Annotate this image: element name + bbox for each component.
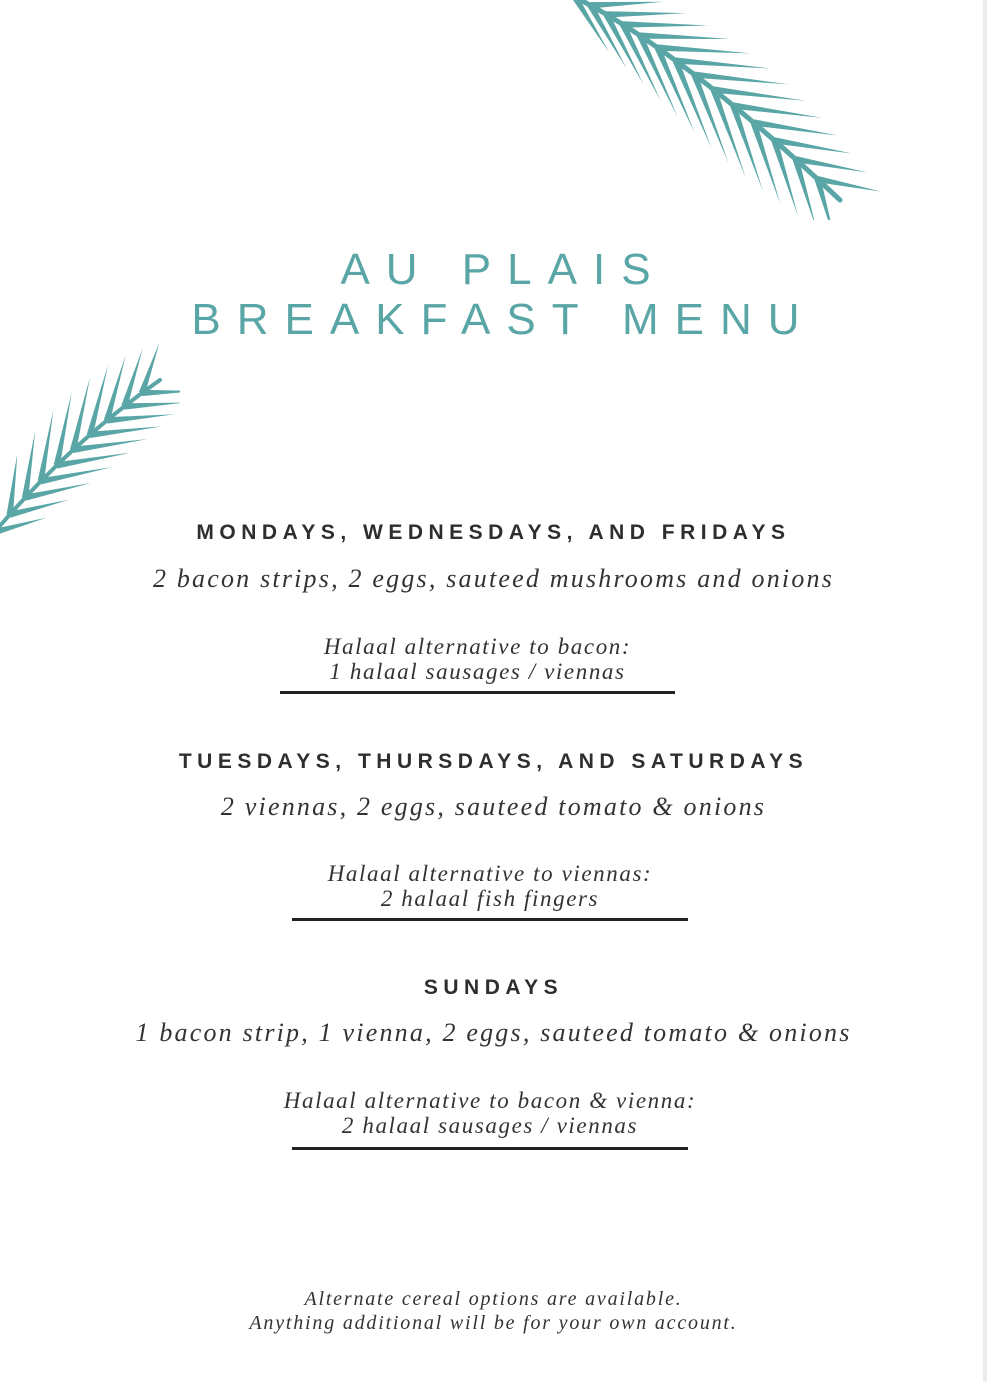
palm-leaflet: [87, 365, 108, 436]
palm-leaflet: [142, 390, 180, 396]
dish-description: 1 bacon strip, 1 vienna, 2 eggs, sauteed tomato & onions: [135, 1018, 852, 1047]
alternative-detail: 1 halaal sausages / viennas: [329, 659, 626, 684]
alternative-detail: 2 halaal fish fingers: [380, 886, 600, 911]
menu-section-mwf: [0, 522, 987, 543]
alternative-title: Halaal alternative to bacon & vienna:: [283, 1088, 697, 1113]
page-edge: [983, 0, 987, 1382]
palm-leaflet: [606, 11, 685, 17]
alternative-title: Halaal alternative to bacon:: [323, 634, 632, 659]
palm-leaflet: [675, 57, 770, 68]
footer-note: [0, 1287, 987, 1335]
palm-leaflet: [657, 44, 750, 53]
alternative-detail: 2 halaal sausages / viennas: [341, 1113, 639, 1138]
menu-dish-tts: [0, 794, 987, 820]
palm-leaflet: [623, 21, 708, 27]
palm-leaf-top-icon: [520, 0, 900, 220]
alternative-title: Halaal alternative to viennas:: [327, 861, 653, 886]
footer-line-2: Anything additional will be for your own account.: [249, 1312, 738, 1334]
palm-leaflet: [9, 500, 69, 518]
page-title-line-1: AU PLAIS: [340, 245, 667, 294]
halaal-alternative-tts: [292, 861, 688, 911]
section-heading: MONDAYS, WEDNESDAYS, AND FRIDAYS: [196, 521, 791, 544]
divider: [292, 1147, 688, 1150]
divider: [292, 918, 688, 921]
menu-section-sun: [0, 977, 987, 998]
palm-leaflet: [107, 414, 175, 423]
palm-leaflet: [124, 403, 180, 410]
menu-section-tts: [0, 751, 987, 772]
page-title-line-2: BREAKFAST MENU: [191, 295, 816, 344]
divider: [280, 691, 675, 694]
palm-leaflet: [590, 2, 663, 9]
footer-line-1: Alternate cereal options are available.: [304, 1288, 683, 1310]
dish-description: 2 bacon strips, 2 eggs, sauteed mushrooms and onions: [152, 564, 835, 593]
section-heading: TUESDAYS, THURSDAYS, AND SATURDAYS: [178, 750, 809, 773]
halaal-alternative-sun: [240, 1088, 740, 1138]
dish-description: 2 viennas, 2 eggs, sauteed tomato & onions: [220, 792, 767, 821]
halaal-alternative-mwf: [280, 634, 675, 684]
palm-leaflet: [640, 32, 730, 39]
menu-dish-mwf: [0, 566, 987, 592]
palm-leaflet: [104, 355, 126, 421]
menu-dish-sun: [0, 1020, 987, 1046]
section-heading: SUNDAYS: [423, 976, 564, 999]
